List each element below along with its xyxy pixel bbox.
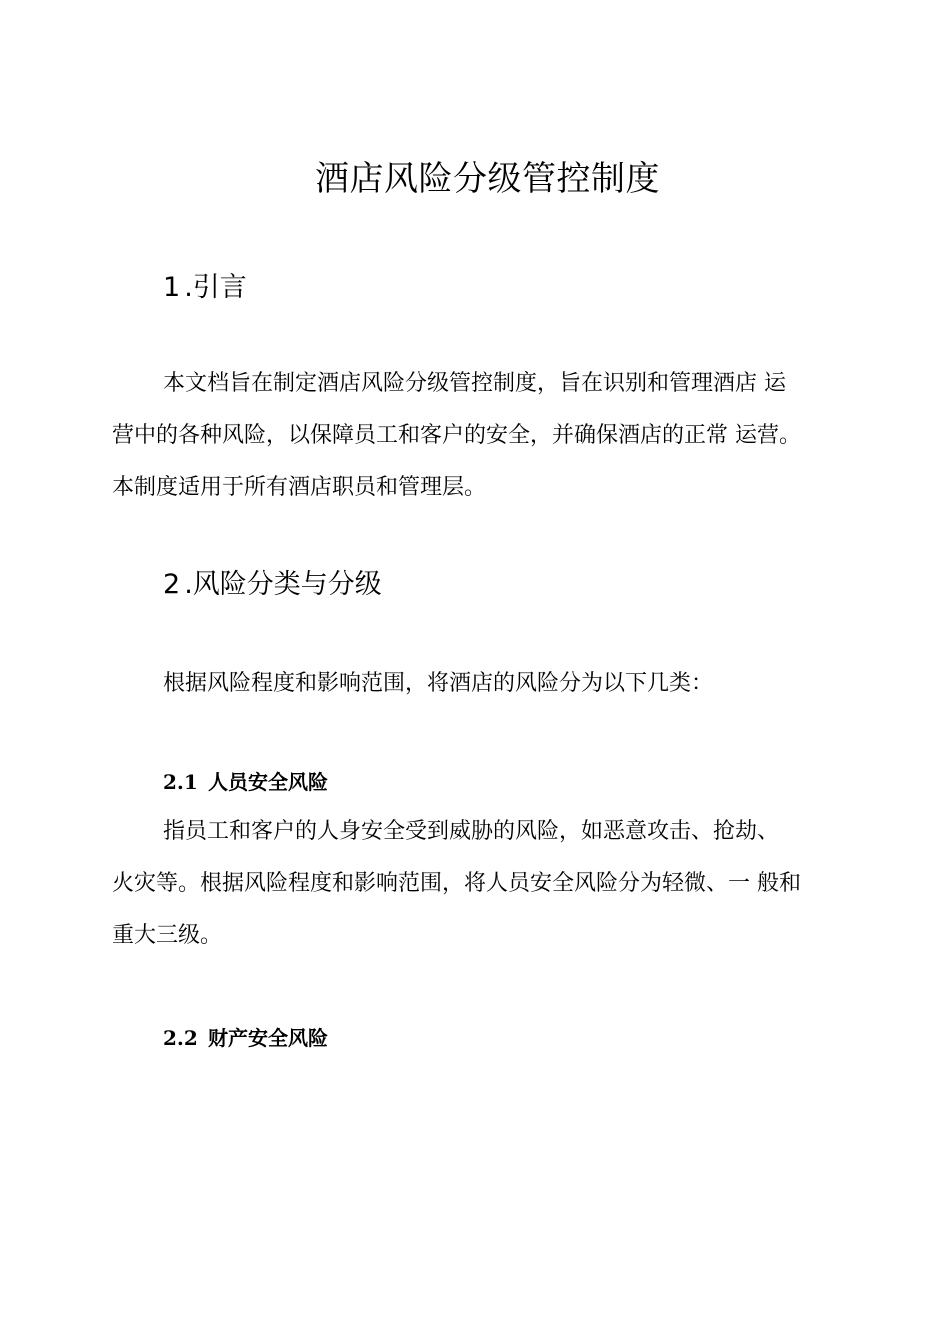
section-2-separator: . — [184, 569, 193, 600]
paragraph-line: 根据风险程度和影响范围，将酒店的风险分为以下几类： — [163, 671, 714, 696]
subsection-2-2-heading — [163, 1024, 328, 1052]
subsection-2-1-title: 人员安全风险 — [208, 770, 328, 794]
paragraph-line: 指员工和客户的人身安全受到威胁的风险，如恶意攻击、抢劫、 — [163, 819, 780, 844]
section-1-number: 1 — [163, 272, 185, 303]
paragraph-line: 重大三级。 — [112, 923, 223, 948]
subsection-2-1-paragraph — [112, 806, 872, 962]
subsection-2-1-number: 2.1 — [163, 770, 198, 794]
subsection-2-2-title: 财产安全风险 — [208, 1026, 328, 1050]
section-2-heading — [163, 567, 382, 603]
section-2-paragraph — [112, 658, 872, 710]
document-title: 酒店风险分级管控制度 — [315, 159, 660, 199]
subsection-2-1-heading — [163, 768, 328, 796]
section-1-separator: . — [184, 272, 193, 303]
subsection-2-2-number: 2.2 — [163, 1026, 198, 1050]
section-1-heading — [163, 270, 247, 306]
paragraph-line: 本制度适用于所有酒店职员和管理层。 — [112, 475, 487, 500]
section-1-paragraph — [112, 358, 872, 514]
section-1-title: 引言 — [192, 272, 247, 303]
section-2-title: 风险分类与分级 — [192, 569, 382, 600]
paragraph-line: 营中的各种风险，以保障员工和客户的安全，并确保酒店的正常 运营。 — [112, 423, 801, 448]
paragraph-line: 本文档旨在制定酒店风险分级管控制度，旨在识别和管理酒店 运 — [163, 371, 786, 396]
section-2-number: 2 — [163, 569, 185, 600]
paragraph-line: 火灾等。根据风险程度和影响范围，将人员安全风险分为轻微、一 般和 — [112, 871, 801, 896]
